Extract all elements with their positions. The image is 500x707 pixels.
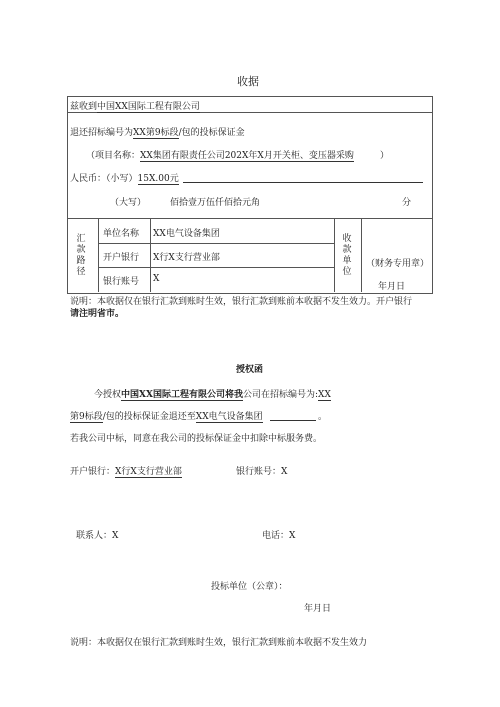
- receipt-divider: [98, 267, 334, 268]
- auth-phone: 电话：X: [262, 531, 296, 541]
- auth-para2: 第9标段/包的投标保证金退还至XX电气设备集团: [70, 412, 263, 422]
- project-close: ）: [380, 151, 390, 161]
- auth-phone-value: X: [289, 531, 296, 541]
- auth-note: 说明：本收据仅在银行汇款到账时生效，银行汇款到账前本收据不发生效力: [70, 638, 368, 648]
- authorization-title: 授权函: [236, 365, 264, 375]
- auth-refund-company: XX电气设备集团: [195, 412, 263, 422]
- received-line: 兹收到中国XX国际工程有限公司: [70, 102, 200, 112]
- rmb-big-label: （大写）: [110, 198, 147, 208]
- rmb-underline: [183, 182, 423, 183]
- auth-account-value: X: [281, 467, 288, 477]
- auth-lot: 第9标段: [70, 412, 103, 422]
- unit-name-label: 单位名称: [103, 229, 140, 239]
- rmb-small: 15X.00元: [137, 174, 179, 184]
- auth-bank-value: X行X支行营业部: [115, 467, 182, 477]
- received-company: 中国XX国际工程有限公司: [97, 102, 200, 112]
- auth-date: 年月日: [304, 604, 332, 614]
- receipt-divider: [67, 218, 432, 219]
- receipt-divider: [150, 218, 151, 292]
- auth-account: 银行账号：X: [236, 467, 288, 477]
- rmb-big: 佰拾壹万伍仟佰拾元角: [170, 198, 261, 208]
- auth-contact-value: X: [112, 531, 119, 541]
- auth-underline: [270, 420, 316, 421]
- bank-value: X行X支行营业部: [153, 253, 220, 263]
- auth-contact: 联系人：X: [76, 531, 119, 541]
- project-line: （项目名称：XX集团有限责任公司202X年X月开关柜、变压器采购: [86, 151, 354, 161]
- auth-para1: 今授权中国XX国际工程有限公司将我公司在招标编号为:XX: [94, 390, 331, 400]
- auth-code: XX: [318, 390, 331, 400]
- account-label: 银行账号: [103, 277, 140, 287]
- auth-bidder-label: 投标单位（公章）：: [211, 582, 288, 592]
- receipt-divider: [361, 218, 362, 292]
- receipt-title: 收据: [237, 75, 259, 88]
- account-value: X: [153, 274, 160, 284]
- receipt-date: 年月日: [378, 282, 406, 292]
- rmb-big-unit: 分: [402, 198, 412, 208]
- receiver-unit-label: 收款单位: [342, 234, 352, 277]
- auth-bank: 开户银行：X行X支行营业部: [70, 467, 182, 477]
- refund-lot: XX第9标段: [133, 128, 179, 138]
- receipt-note-line1: 说明：本收据仅在银行汇款到账时生效，银行汇款到账前本收据不发生效力。开户银行: [70, 297, 413, 307]
- receipt-note-line2: 请注明省市。: [70, 309, 125, 319]
- project-name: XX集团有限责任公司202X年X月开关柜、变压器采购: [140, 151, 354, 161]
- receipt-divider: [98, 243, 334, 244]
- refund-line: 退还招标编号为XX第9标段/包的投标保证金: [70, 128, 245, 138]
- auth-para2-end: 。: [318, 412, 328, 422]
- bank-label: 开户银行: [103, 253, 140, 263]
- seal-label: （财务专用章）: [366, 259, 430, 269]
- auth-company: 中国XX国际工程有限公司将我: [121, 390, 243, 400]
- receipt-divider: [98, 218, 99, 292]
- rmb-small-line: 人民币：（小写）15X.00元: [70, 174, 179, 184]
- receipt-divider: [334, 218, 335, 292]
- auth-para3: 若我公司中标，同意在我公司的投标保证金中扣除中标服务费。: [70, 434, 323, 444]
- remit-path-label: 汇款路径: [76, 234, 86, 277]
- unit-name-value: XX电气设备集团: [153, 229, 220, 239]
